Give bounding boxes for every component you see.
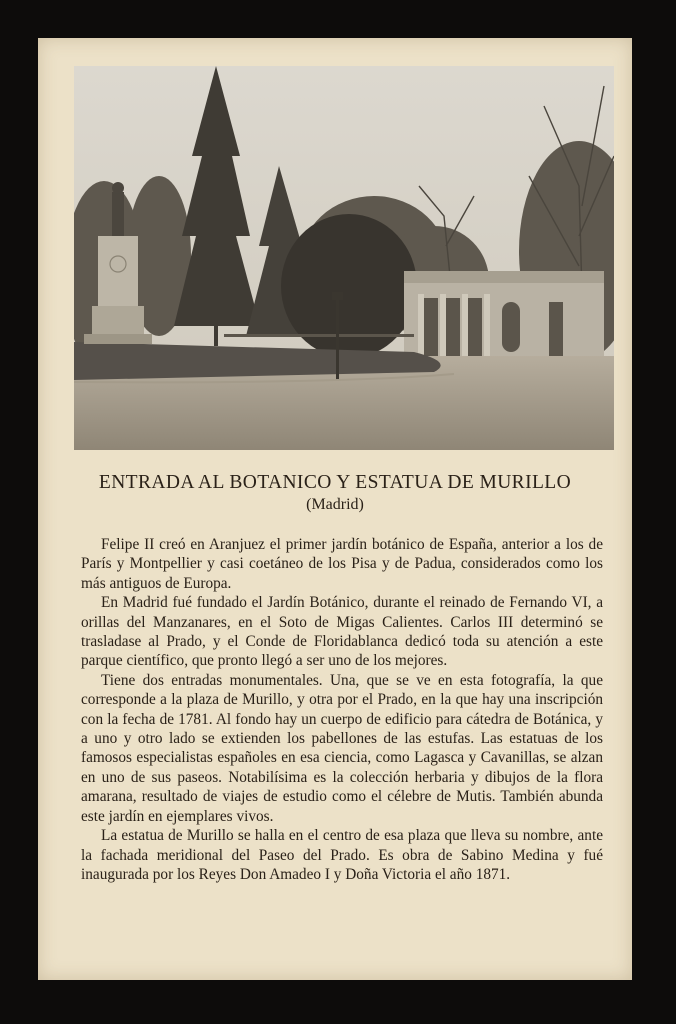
paragraph-3: Tiene dos entradas monumentales. Una, que se ve en esta fotografía, la que corresponde a la plaza de Murillo, y otra por el Prado, en la que hay una inscripción con la fecha de 1781. Al fondo hay un cuerpo de edificio para cátedra de Botánica, y a uno y otro lado se extienden los pabellones de las estufas. Las estatuas de los famosos especialistas españoles en esa ciencia, como Lagasca y Cavanillas, se alzan en uno de sus paseos. Notabilísima es la colección herbaria y dibujos de la flora amarana, resultado de viajes de estudio como el célebre de Mutis. También abunda este jardín en ejemplares vivos. [81,671,603,825]
caption-subtitle: (Madrid) [306,496,364,513]
botanical-garden-entrance-photo [74,66,614,450]
caption-title: ENTRADA AL BOTANICO Y ESTATUA DE MURILLO [98,472,572,493]
photograph [74,66,614,450]
description-text [81,535,603,884]
fence [224,334,414,337]
paragraph-1: Felipe II creó en Aranjuez el primer jardín botánico de España, anterior a los de París y Montpellier y casi coetáneo de los Pisa y de Padua, considerados como los más antiguos de Europa. [81,536,603,592]
postcard [38,38,632,980]
paragraph-2: En Madrid fué fundado el Jardín Botánico, durante el reinado de Fernando VI, a orillas del Manzanares, en el Soto de Migas Calientes. Carlos III determinó se trasladase al Prado, y el Conde de Floridablanca dedicó toda su atención a este parque científico, que pronto llegó a ser uno de los mejores. [81,594,603,670]
paragraph-4: La estatua de Murillo se halla en el centro de esa plaza que lleva su nombre, ante la fachada meridional del Paseo del Prado. Es obra de Sabino Medina y fué inaugurada por los Reyes Don Amadeo I y Doña Victoria el año 1871. [81,827,603,883]
gate-building [404,271,604,361]
